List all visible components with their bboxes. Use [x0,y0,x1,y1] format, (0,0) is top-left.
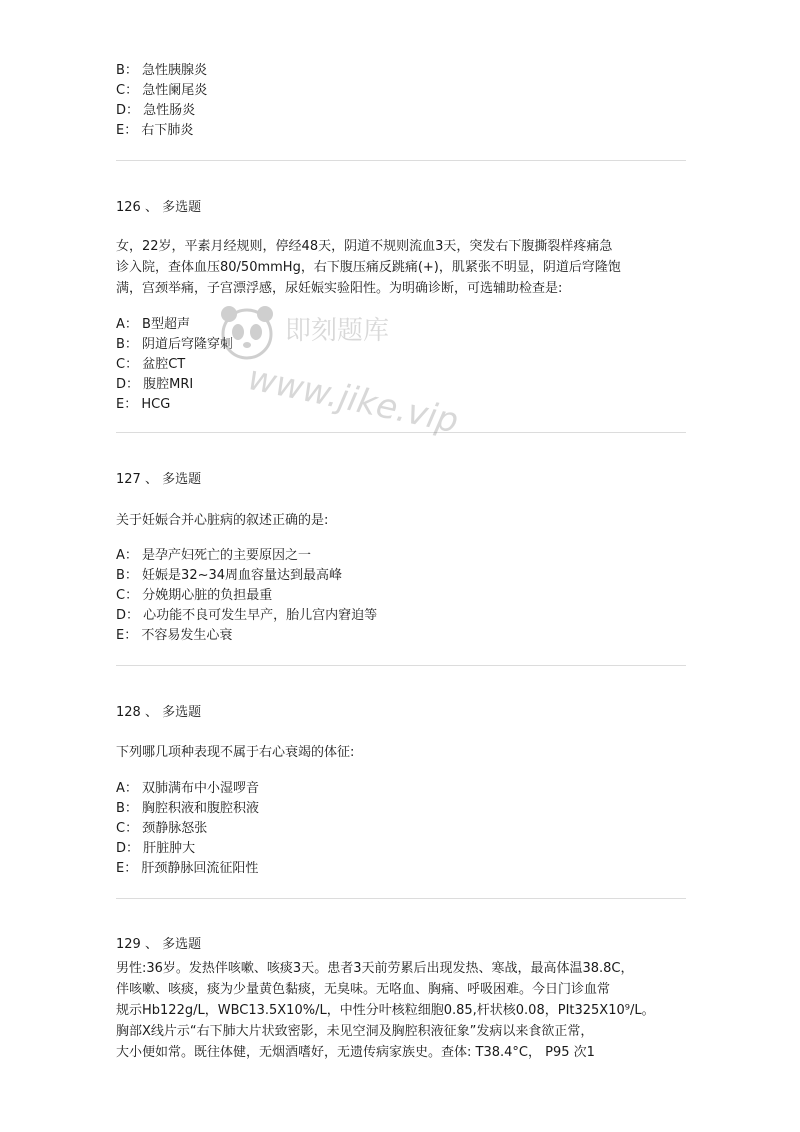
option-d: D： 心功能不良可发生早产，胎儿宫内窘迫等 [116,608,378,623]
option-b: B： 急性胰腺炎 [116,63,208,78]
question-stem [116,958,691,1063]
option-d: D： 腹腔MRI [116,377,194,392]
separator [116,160,686,161]
option-b: B： 妊娠是32~34周血容量达到最高峰 [116,568,343,583]
watermark-brand: 即刻题库 [285,316,390,346]
option-e: E： 肝颈静脉回流征阳性 [116,861,259,876]
stem-line: 女，22岁，平素月经规则，停经48天，阴道不规则流血3天，突发右下腹撕裂样疼痛急 [116,239,613,254]
q125-options [116,61,207,141]
question-stem [116,742,691,763]
q127-options [116,546,377,646]
option-e: E： HCG [116,397,171,412]
option-a: A： 是孕产妇死亡的主要原因之一 [116,548,312,563]
option-e: E： 不容易发生心衰 [116,628,233,643]
panda-logo-icon [215,300,279,364]
option-c: C： 盆腔CT [116,357,186,372]
stem-line: 伴咳嗽、咳痰，痰为少量黄色黏痰，无臭味。无咯血、胸痛、呼吸困难。今日门诊血常 [116,982,611,997]
question-header: 128 、 多选题 [116,705,202,720]
question-header: 127 、 多选题 [116,472,202,487]
question-stem [116,236,691,299]
option-d: D： 急性肠炎 [116,103,196,118]
q128-options [116,779,259,879]
stem-line: 关于妊娠合并心脏病的叙述正确的是: [116,513,329,528]
stem-line: 大小便如常。既往体健，无烟酒嗜好，无遗传病家族史。查体: T38.4°C， P95 次1 [116,1045,595,1060]
option-c: C： 分娩期心脏的负担最重 [116,588,273,603]
question-stem [116,510,691,531]
stem-line: 下列哪几项种表现不属于右心衰竭的体征: [116,745,355,760]
separator [116,665,686,666]
option-a: A： 双肺满布中小湿啰音 [116,781,260,796]
question-header: 129 、 多选题 [116,937,202,952]
stem-line: 男性:36岁。发热伴咳嗽、咳痰3天。患者3天前劳累后出现发热、寒战，最高体温38.8C， [116,961,634,976]
stem-line: 规示Hb122g/L，WBC13.5X10%/L，中性分叶核粒细胞0.85,杆状核0.08，PIt325X10⁹/L。 [116,1003,655,1018]
watermark-url: www.jike.vip [244,358,462,442]
separator [116,432,686,433]
stem-line: 胸部X线片示“右下肺大片状致密影，未见空洞及胸腔积液征象”发病以来食欲正常， [116,1024,594,1039]
option-b: B： 阴道后穹隆穿刺 [116,337,234,352]
watermark [215,300,462,442]
option-c: C： 颈静脉怒张 [116,821,208,836]
option-b: B： 胸腔积液和腹腔积液 [116,801,260,816]
stem-line: 满，宫颈举痛，子宫漂浮感，尿妊娠实验阳性。为明确诊断，可选辅助检查是: [116,281,563,296]
separator [116,898,686,899]
option-a: A： B型超声 [116,317,190,332]
option-c: C： 急性阑尾炎 [116,83,208,98]
stem-line: 诊入院，查体血压80/50mmHg，右下腹压痛反跳痛(+)，肌紧张不明显，阴道后穹隆饱 [116,260,621,275]
option-e: E： 右下肺炎 [116,123,194,138]
question-header: 126 、 多选题 [116,200,202,215]
option-d: D： 肝脏肿大 [116,841,196,856]
